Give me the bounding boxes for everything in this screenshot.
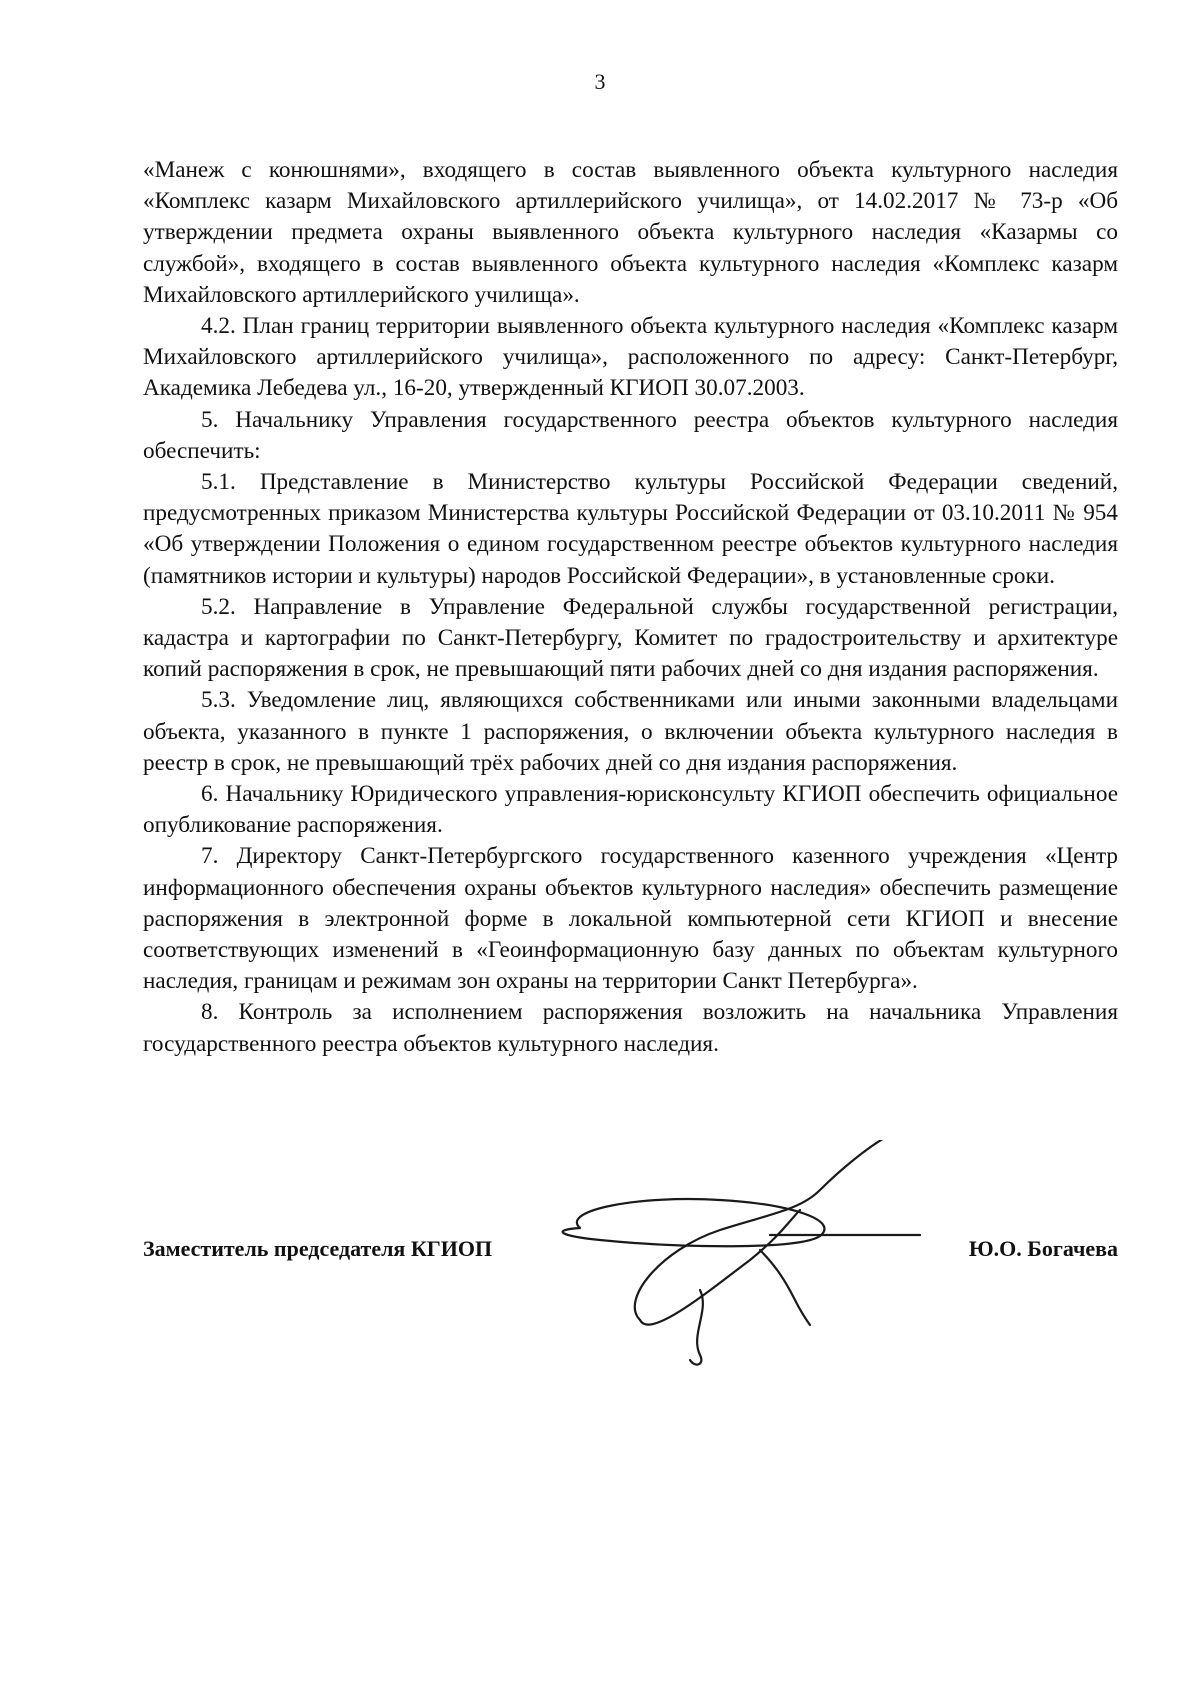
paragraph-5-1: 5.1. Представление в Министерство культуры Российской Федерации сведений, предусмотренных приказом Министерства культуры Российской Федерации от 03.10.2011 № 954 «Об утверждении Положения о едином государственном реестре объектов культурного наследия (памятников истории и культуры) народов Российской Федерации», в установленные сроки.: [143, 469, 1118, 589]
paragraph-5: 5. Начальнику Управления государственного реестра объектов культурного наследия обеспечить:: [143, 406, 1118, 464]
document-body: [143, 155, 1118, 1060]
paragraph-7: 7. Директору Санкт-Петербургского государственного казенного учреждения «Центр информационного обеспечения охраны объектов культурного наследия» обеспечить размещение распоряжения в электронной форме в локальной компьютерной сети КГИОП и внесение соответствующих изменений в «Геоинформационную базу данных по объектам культурного наследия, границам и режимам зон охраны на территории Санкт Петербурга».: [143, 843, 1118, 995]
paragraph-4-2: 4.2. План границ территории выявленного объекта культурного наследия «Комплекс казарм Михайловского артиллерийского училища», расположенного по адресу: Санкт-Петербург, Академика Лебедева ул., 16-20, утвержденный КГИОП 30.07.2003.: [143, 313, 1118, 402]
paragraph-8: 8. Контроль за исполнением распоряжения возложить на начальника Управления государственного реестра объектов культурного наследия.: [143, 999, 1118, 1057]
signer-position: Заместитель председателя КГИОП: [143, 1236, 493, 1261]
paragraph-6: 6. Начальнику Юридического управления-юрисконсульту КГИОП обеспечить официальное опубликование распоряжения.: [143, 781, 1118, 839]
paragraph-continuation: «Манеж с конюшнями», входящего в состав выявленного объекта культурного наследия «Комплекс казарм Михайловского артиллерийского училища», от 14.02.2017 № 73-р «Об утверждении предмета охраны выявленного объекта культурного наследия «Казармы со службой», входящего в состав выявленного объекта культурного наследия «Комплекс казарм Михайловского артиллерийского училища».: [143, 157, 1118, 308]
signer-name: Ю.О. Богачева: [968, 1236, 1118, 1261]
paragraph-5-3: 5.3. Уведомление лиц, являющихся собственниками или иными законными владельцами объекта, указанного в пункте 1 распоряжения, о включении объекта культурного наследия в реестр в срок, не превышающий трёх рабочих дней со дня издания распоряжения.: [143, 687, 1118, 776]
handwritten-signature: [520, 1140, 940, 1380]
paragraph-5-2: 5.2. Направление в Управление Федеральной службы государственной регистрации, кадастра и картографии по Санкт-Петербургу, Комитет по градостроительству и архитектуре копий распоряжения в срок, не превышающий пяти рабочих дней со дня издания распоряжения.: [143, 593, 1118, 683]
page-number: 3: [594, 69, 606, 94]
